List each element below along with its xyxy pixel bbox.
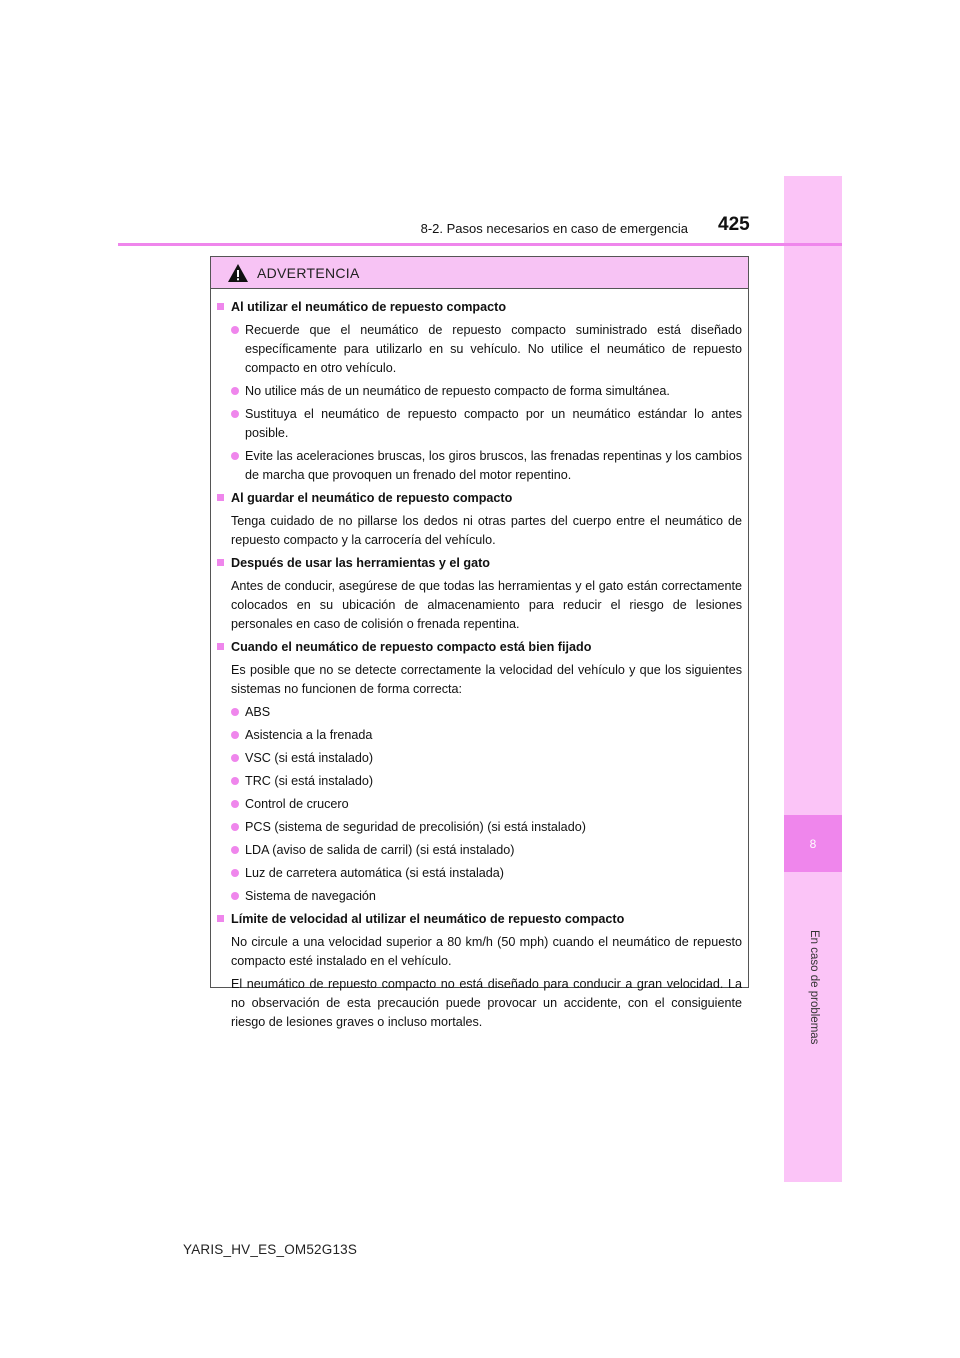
list-item: Control de crucero [231, 795, 742, 814]
circle-bullet-icon [231, 410, 239, 418]
circle-bullet-icon [231, 800, 239, 808]
circle-bullet-icon [231, 823, 239, 831]
header-divider [118, 243, 842, 246]
square-bullet-icon [217, 915, 224, 922]
list-item: Sustituya el neumático de repuesto compacto por un neumático estándar lo antes posible. [231, 405, 742, 443]
list-item: ABS [231, 703, 742, 722]
list-item: VSC (si está instalado) [231, 749, 742, 768]
circle-bullet-icon [231, 754, 239, 762]
section-heading: Al utilizar el neumático de repuesto compacto [217, 298, 742, 317]
circle-bullet-icon [231, 892, 239, 900]
circle-bullet-icon [231, 326, 239, 334]
list-item: No utilice más de un neumático de repuesto compacto de forma simultánea. [231, 382, 742, 401]
circle-bullet-icon [231, 869, 239, 877]
circle-bullet-icon [231, 708, 239, 716]
section-heading: Después de usar las herramientas y el gato [217, 554, 742, 573]
circle-bullet-icon [231, 777, 239, 785]
warning-body [211, 289, 748, 1032]
list-item: Evite las aceleraciones bruscas, los giros bruscos, las frenadas repentinas y los cambios de marcha que provoquen un frenado del motor repentino. [231, 447, 742, 485]
circle-bullet-icon [231, 452, 239, 460]
section-text: Es posible que no se detecte correctamente la velocidad del vehículo y que los siguientes sistemas no funcionen de forma correcta: [231, 663, 742, 696]
warning-box [210, 256, 749, 1029]
list-item: Recuerde que el neumático de repuesto compacto suministrado está diseñado específicamente para utilizarlo en su vehículo. No utilice el neumático de repuesto compacto en otro vehículo. [231, 321, 742, 378]
list-item: Asistencia a la frenada [231, 726, 742, 745]
chapter-label: En caso de problemas [808, 930, 820, 1045]
circle-bullet-icon [231, 731, 239, 739]
circle-bullet-icon [231, 387, 239, 395]
section-heading: Cuando el neumático de repuesto compacto está bien fijado [217, 638, 742, 657]
list-item: LDA (aviso de salida de carril) (si está instalado) [231, 841, 742, 860]
page-number: 425 [718, 214, 750, 235]
square-bullet-icon [217, 494, 224, 501]
section-text: No circule a una velocidad superior a 80 km/h (50 mph) cuando el neumático de repuesto compacto esté instalado en el vehículo. [231, 935, 742, 968]
chapter-number: 8 [784, 815, 842, 872]
section-text: El neumático de repuesto compacto no está diseñado para conducir a gran velocidad. La no observación de esta precaución puede provocar un accidente, con el consiguiente riesgo de lesiones graves o incluso mortales. [231, 977, 742, 1029]
section-heading: Límite de velocidad al utilizar el neumático de repuesto compacto [217, 910, 742, 929]
square-bullet-icon [217, 559, 224, 566]
square-bullet-icon [217, 643, 224, 650]
list-item: Luz de carretera automática (si está instalada) [231, 864, 742, 883]
warning-title: ADVERTENCIA [257, 264, 360, 281]
section-heading: Al guardar el neumático de repuesto compacto [217, 489, 742, 508]
warning-header [211, 257, 748, 289]
section-title: 8-2. Pasos necesarios en caso de emergencia [420, 221, 688, 236]
list-item: PCS (sistema de seguridad de precolisión) (si está instalado) [231, 818, 742, 837]
square-bullet-icon [217, 303, 224, 310]
list-item: Sistema de navegación [231, 887, 742, 906]
section-text: Tenga cuidado de no pillarse los dedos ni otras partes del cuerpo entre el neumático de repuesto compacto y la carrocería del vehículo. [231, 514, 742, 547]
list-item: TRC (si está instalado) [231, 772, 742, 791]
section-text: Antes de conducir, asegúrese de que todas las herramientas y el gato están correctamente colocados en su ubicación de almacenamiento para reducir el riesgo de lesiones personales en caso de colisión o frenada repentina. [231, 579, 742, 631]
document-code: YARIS_HV_ES_OM52G13S [183, 1242, 358, 1257]
warning-triangle-icon [227, 263, 249, 283]
circle-bullet-icon [231, 846, 239, 854]
